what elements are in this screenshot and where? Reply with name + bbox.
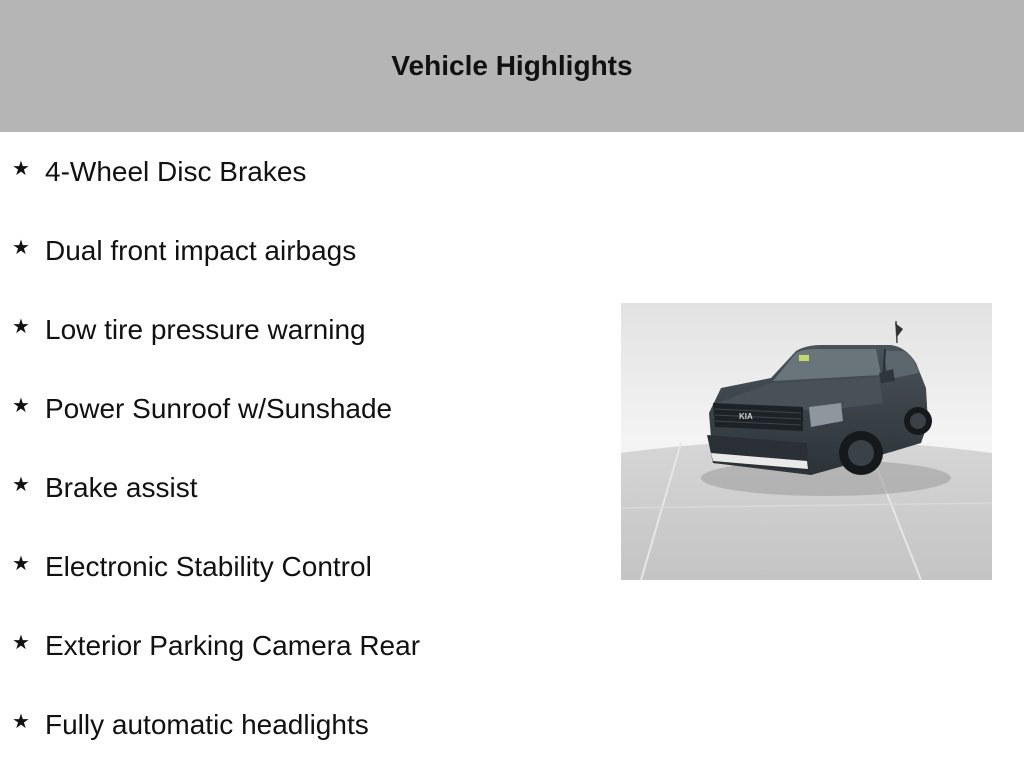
star-icon: ★ [12,236,30,259]
highlight-label: 4-Wheel Disc Brakes [45,155,307,187]
star-icon: ★ [12,710,30,733]
suv-illustration [621,303,992,580]
list-item [0,685,600,764]
highlight-label: Electronic Stability Control [45,550,372,582]
vehicle-photo [621,303,992,580]
list-item [0,527,600,606]
header-bar [0,0,1024,132]
highlight-label: Low tire pressure warning [45,313,366,345]
star-icon: ★ [12,157,30,180]
highlight-label: Fully automatic headlights [45,708,369,740]
star-icon: ★ [12,315,30,338]
star-icon: ★ [12,473,30,496]
list-item [0,132,600,211]
star-icon: ★ [12,394,30,417]
list-item [0,448,600,527]
list-item [0,290,600,369]
list-item [0,369,600,448]
list-item [0,606,600,685]
star-icon: ★ [12,552,30,575]
list-item [0,211,600,290]
highlights-list [0,132,600,764]
page-title: Vehicle Highlights [391,50,633,81]
highlight-label: Power Sunroof w/Sunshade [45,392,393,424]
star-icon: ★ [12,631,30,654]
svg-text:KIA: KIA [739,412,753,421]
highlight-label: Brake assist [45,471,198,503]
highlight-label: Dual front impact airbags [45,234,357,266]
highlight-label: Exterior Parking Camera Rear [45,629,421,661]
